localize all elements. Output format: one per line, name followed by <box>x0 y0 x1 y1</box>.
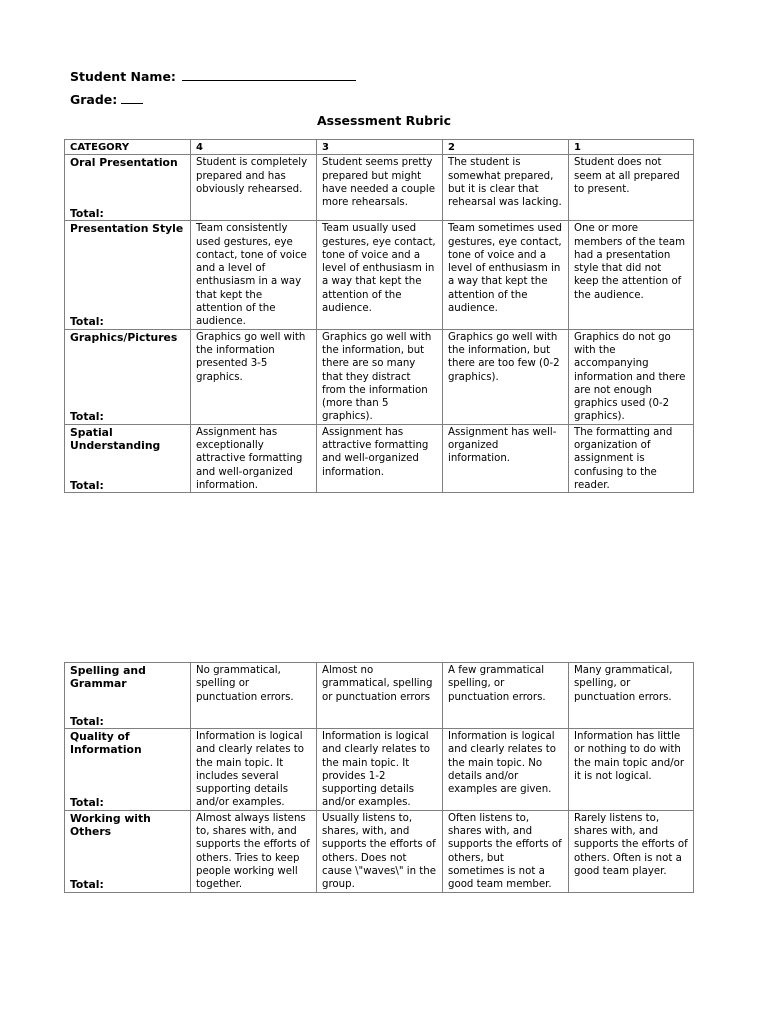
category-cell <box>65 155 191 221</box>
total-label: Total: <box>70 796 104 810</box>
score-cell: Rarely listens to, shares with, and supports the efforts of others. Often is not a good team player. <box>569 810 694 892</box>
table-row <box>65 663 694 729</box>
page-title-text: Assessment Rubric <box>317 113 451 128</box>
score-cell: Information has little or nothing to do with the main topic and/or it is not logical. <box>569 729 694 811</box>
score-cell: Team usually used gestures, eye contact, tone of voice and a level of enthusiasm in a way that kept the attention of the audience. <box>317 221 443 329</box>
table-row <box>65 729 694 811</box>
table-row <box>65 221 694 329</box>
score-cell: One or more members of the team had a presentation style that did not keep the attention of the audience. <box>569 221 694 329</box>
table-row <box>65 155 694 221</box>
score-cell: Many grammatical, spelling, or punctuation errors. <box>569 663 694 729</box>
rubric-table-1 <box>64 139 694 493</box>
table-row <box>65 810 694 892</box>
score-cell: Graphics go well with the information, but there are so many that they distract from the information (more than 5 graphics). <box>317 329 443 424</box>
score-cell: Often listens to, shares with, and supports the efforts of others, but sometimes is not a good team member. <box>443 810 569 892</box>
score-cell: Assignment has exceptionally attractive formatting and well-organized information. <box>191 424 317 492</box>
total-label: Total: <box>70 878 104 892</box>
category-cell <box>65 424 191 492</box>
score-cell: Information is logical and clearly relates to the main topic. It includes several supporting details and/or examples. <box>191 729 317 811</box>
header-category: CATEGORY <box>65 140 191 155</box>
category-cell <box>65 221 191 329</box>
table-row <box>65 329 694 424</box>
category-label: Spatial Understanding <box>70 425 161 453</box>
score-cell: No grammatical, spelling or punctuation errors. <box>191 663 317 729</box>
student-name-label: Student Name: <box>70 69 176 84</box>
score-cell: The student is somewhat prepared, but it is clear that rehearsal was lacking. <box>443 155 569 221</box>
score-cell: Usually listens to, shares, with, and supports the efforts of others. Does not cause \"waves\" in the group. <box>317 810 443 892</box>
score-cell: Almost always listens to, shares with, and supports the efforts of others. Tries to keep people working well together. <box>191 810 317 892</box>
header-score-1: 1 <box>569 140 694 155</box>
grade-line <box>70 91 143 107</box>
score-cell: Almost no grammatical, spelling or punctuation errors <box>317 663 443 729</box>
category-label: Presentation Style <box>70 222 184 236</box>
category-label: Quality of Information <box>70 730 142 757</box>
score-cell: Student is completely prepared and has obviously rehearsed. <box>191 155 317 221</box>
score-cell: Team sometimes used gestures, eye contact, tone of voice and a level of enthusiasm in a way that kept the attention of the audience. <box>443 221 569 329</box>
table-row <box>65 424 694 492</box>
score-cell: Information is logical and clearly relates to the main topic. No details and/or examples are given. <box>443 729 569 811</box>
category-cell <box>65 729 191 811</box>
rubric-table-2 <box>64 662 694 893</box>
header-row <box>65 140 694 155</box>
score-cell: Information is logical and clearly relates to the main topic. It provides 1-2 supporting details and/or examples. <box>317 729 443 811</box>
total-label: Total: <box>70 714 104 728</box>
page-title <box>0 113 768 128</box>
category-label: Graphics/Pictures <box>70 330 178 344</box>
total-label: Total: <box>70 207 104 220</box>
grade-label: Grade: <box>70 92 118 107</box>
total-label: Total: <box>70 315 104 329</box>
score-cell: Team consistently used gestures, eye contact, tone of voice and a level of enthusiasm in a way that kept the attention of the audience. <box>191 221 317 329</box>
category-cell <box>65 810 191 892</box>
category-cell <box>65 329 191 424</box>
score-cell: Assignment has attractive formatting and well-organized information. <box>317 424 443 492</box>
score-cell: Student seems pretty prepared but might have needed a couple more rehearsals. <box>317 155 443 221</box>
category-label: Working with Others <box>70 811 151 839</box>
header-score-3: 3 <box>317 140 443 155</box>
student-name-blank[interactable] <box>182 68 356 81</box>
score-cell: Graphics go well with the information presented 3-5 graphics. <box>191 329 317 424</box>
score-cell: The formatting and organization of assignment is confusing to the reader. <box>569 424 694 492</box>
score-cell: Graphics do not go with the accompanying information and there are not enough graphics used (0-2 graphics). <box>569 329 694 424</box>
total-label: Total: <box>70 410 104 424</box>
total-label: Total: <box>70 478 104 492</box>
score-cell: Assignment has well-organized information. <box>443 424 569 492</box>
header-score-2: 2 <box>443 140 569 155</box>
grade-blank[interactable] <box>121 91 143 104</box>
category-cell <box>65 663 191 729</box>
student-name-line <box>70 68 356 84</box>
category-label: Spelling and Grammar <box>70 664 146 691</box>
score-cell: Graphics go well with the information, but there are too few (0-2 graphics). <box>443 329 569 424</box>
category-label: Oral Presentation <box>70 156 178 170</box>
header-score-4: 4 <box>191 140 317 155</box>
score-cell: Student does not seem at all prepared to present. <box>569 155 694 221</box>
score-cell: A few grammatical spelling, or punctuation errors. <box>443 663 569 729</box>
